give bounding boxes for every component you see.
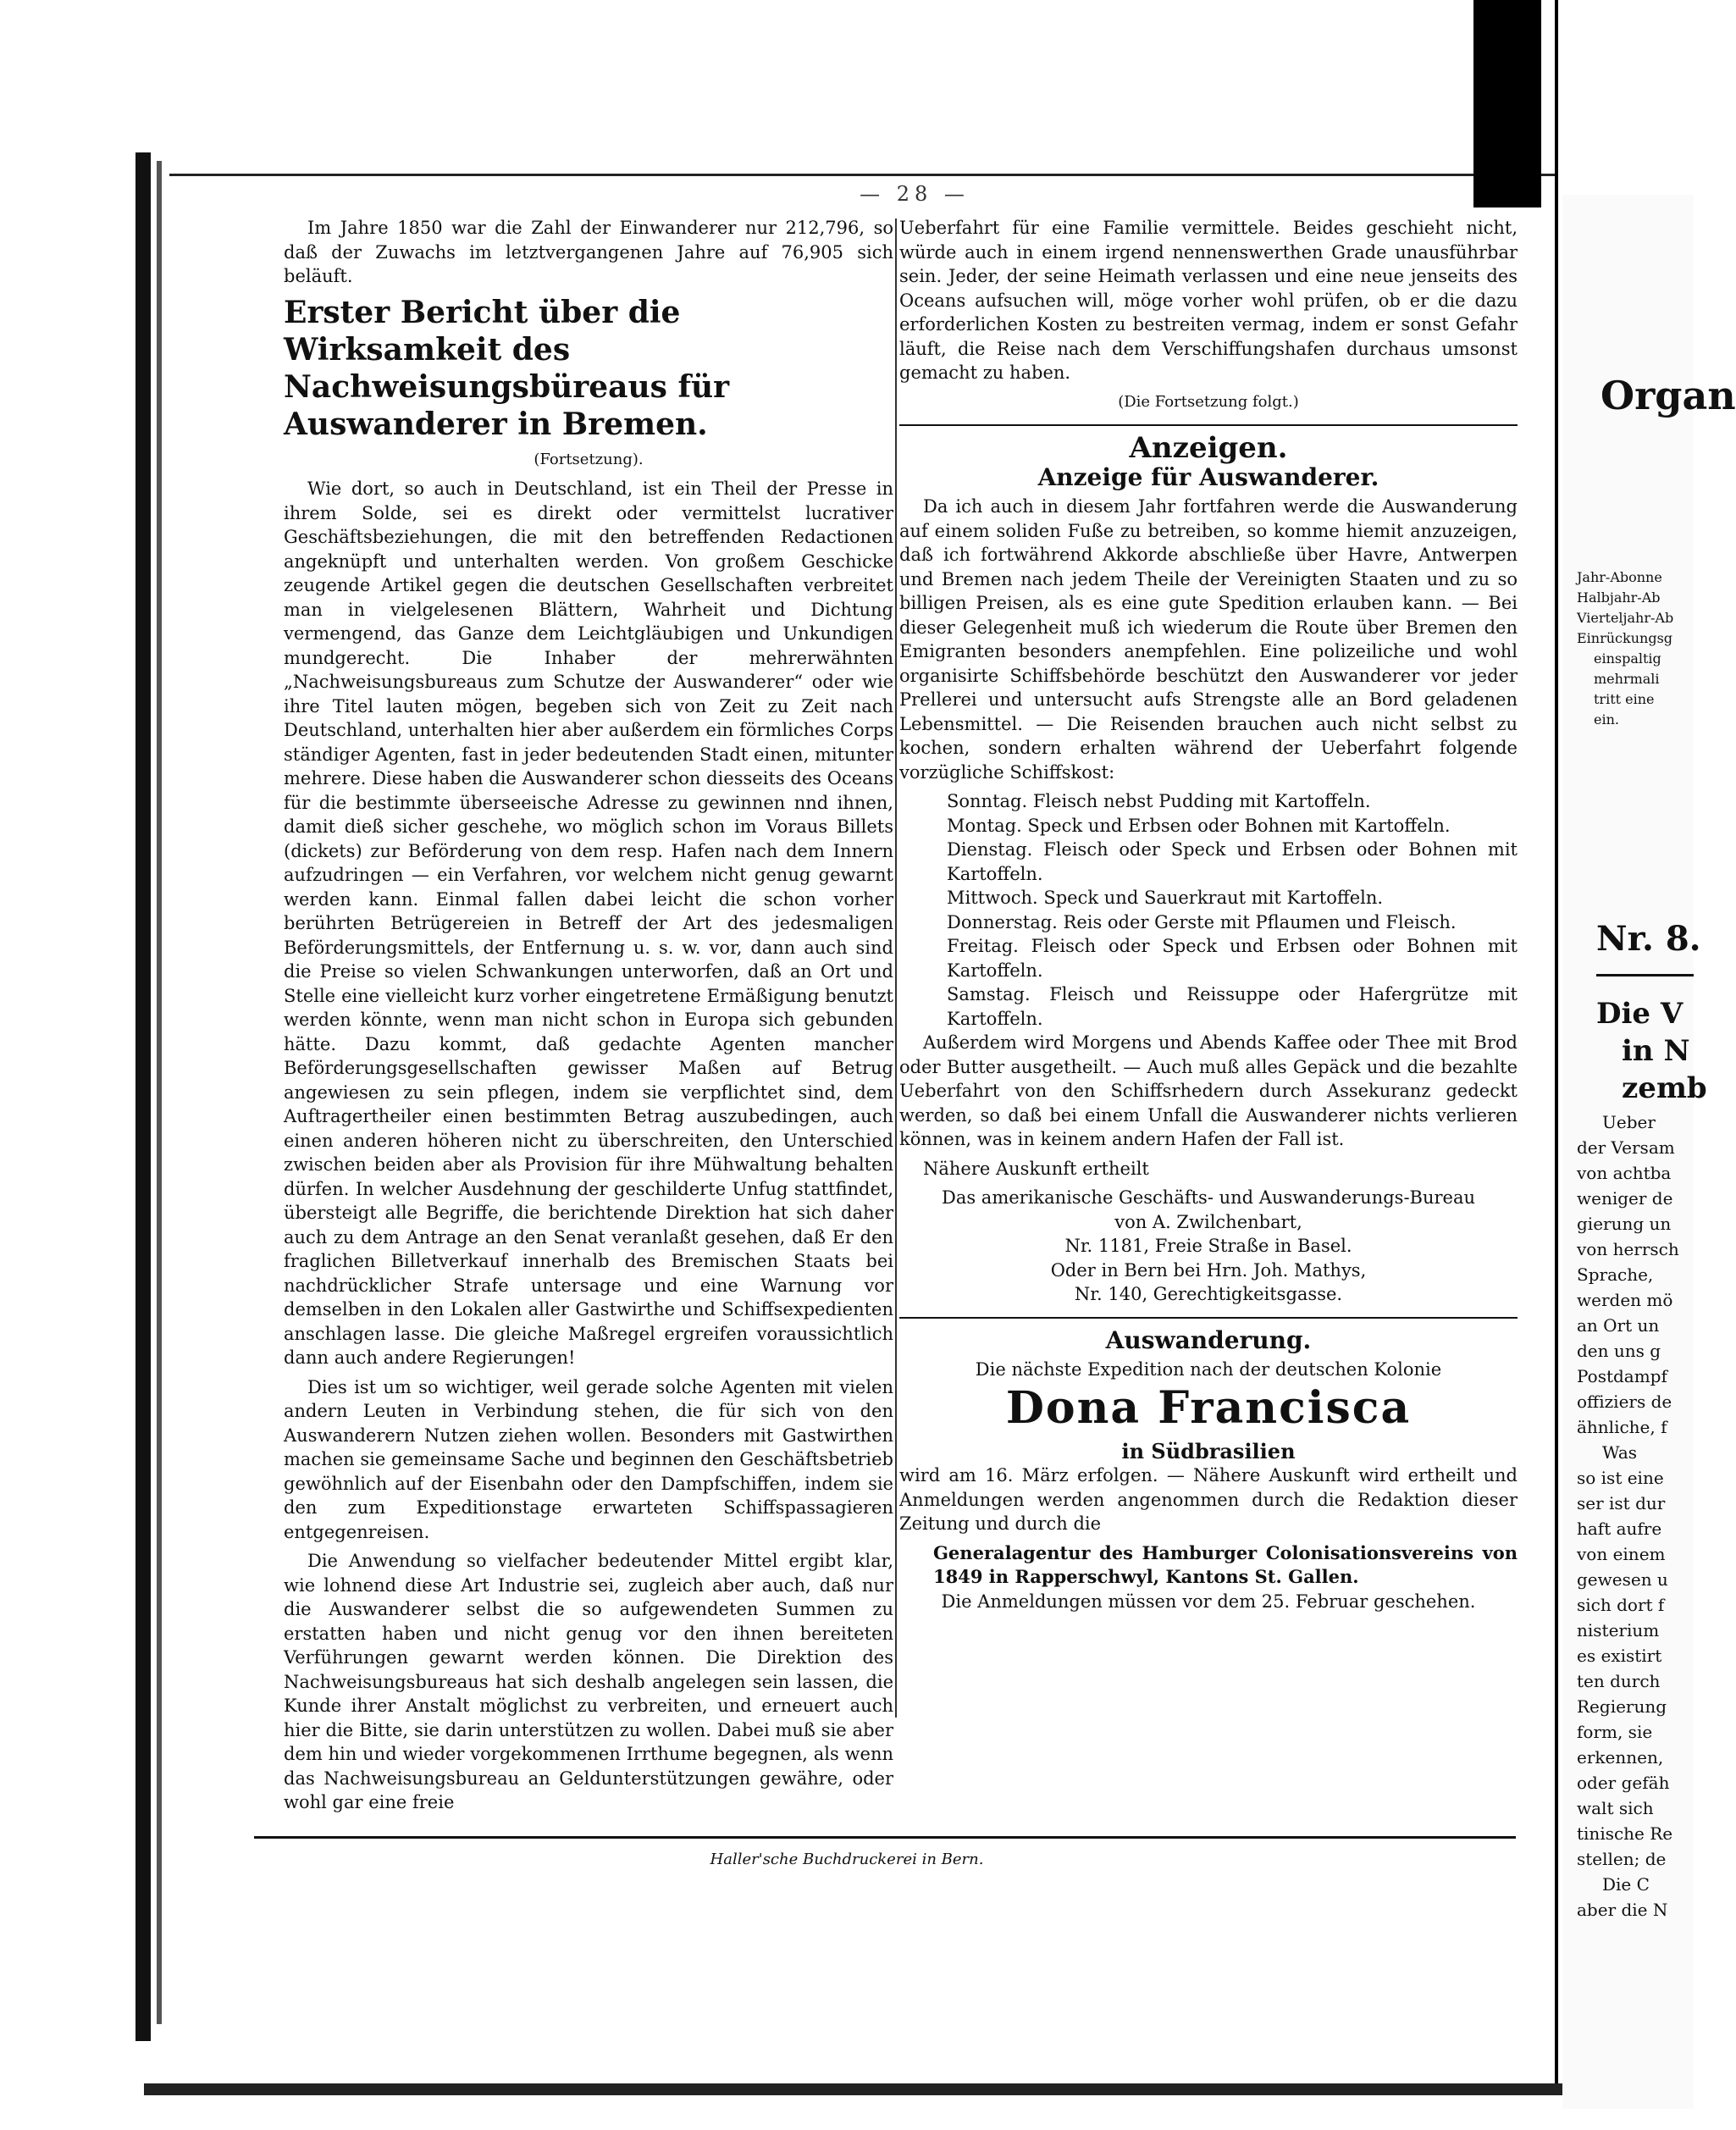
ad2-text: wird am 16. März erfolgen. — Nähere Auskunft wird ertheilt und Anmeldungen werden angenommen durch die Redaktion dieser Zeitung und durch die [899,1465,1518,1534]
menu-item: Samstag. Fleisch und Reissuppe oder Hafergrütze mit Kartoffeln. [947,984,1518,1029]
ad2-subtitle: Die nächste Expedition nach der deutschen Kolonie [975,1359,1442,1380]
headline-line: in N [1622,1034,1690,1068]
price-list-item: tritt eine [1594,691,1655,707]
body-line: stellen; de [1577,1849,1667,1869]
body-line: offiziers de [1577,1391,1672,1412]
body-line: von einem [1577,1544,1666,1564]
body-line: aber die N [1577,1900,1668,1920]
ad-alt-address: Nr. 140, Gerechtigkeitsgasse. [1074,1284,1343,1304]
menu-item: Montag. Speck und Erbsen oder Bohnen mit Kartoffeln. [947,815,1451,836]
menu-item: Mittwoch. Speck und Sauerkraut mit Kartoffeln. [947,888,1384,908]
body-line: gierung un [1577,1214,1672,1234]
next-page-headline [1596,995,1707,1107]
menu-item: Dienstag. Fleisch oder Speck und Erbsen oder Bohnen mit Kartoffeln. [947,839,1518,884]
ad2-region: in Südbrasilien [1121,1438,1296,1463]
price-list-item: Vierteljahr-Ab [1577,610,1674,626]
ads-heading: Anzeigen. [1129,431,1288,465]
page-right-edge [1555,0,1558,2092]
section-rule [899,1317,1518,1319]
body-line: form, sie [1577,1722,1653,1742]
next-page-price-list [1577,567,1694,730]
ad-text-continued: Außerdem wird Morgens und Abends Kaffee oder Thee mit Brod oder Butter ausgetheilt. — Auch muß alles Gepäck und die bezahlte Ueberfahrt von den Schiffsrhedern durch Assekuranz gedeckt werden, so daß bei einem Unfall die Auswanderer nichts verlieren können, was in keinem andern Hafen der Fall ist. [899,1032,1518,1149]
book-binding-shadow [157,161,162,2024]
body-line: an Ort un [1577,1315,1660,1336]
body-line: es existirt [1577,1646,1662,1666]
book-binding-edge [135,152,151,2041]
ad2-title: Auswanderung. [1105,1325,1312,1354]
section-rule [899,424,1518,426]
body-line: Ueber [1602,1112,1656,1132]
next-page-body [1577,1109,1694,1923]
body-line: tinische Re [1577,1823,1673,1844]
ad2-agency: Generalagentur des Hamburger Colonisationsvereins von 1849 in Rapperschwyl, Kantons St. Gallen. [933,1541,1518,1587]
menu-list [899,789,1518,1031]
body-line: Sprache, [1577,1264,1654,1285]
continuation-text: Ueberfahrt für eine Familie vermittele. Beides geschieht nicht, würde auch in einem irgend nennenswerthen Grade unausführbar sein. Jeder, der seine Heimath verlassen und eine neue jenseits des Oceans aufsuchen will, möge vorher wohl prüfen, ob er die dazu erforderlichen Kosten zu bestreiten vermag, indem er sonst Gefahr läuft, die Reise nach dem Verschiffungshafen durchaus umsonst gemacht zu haben. [899,218,1518,383]
page-bottom-edge [144,2083,1584,2095]
ad2-deadline: Die Anmeldungen müssen vor dem 25. Februar geschehen. [941,1591,1476,1612]
body-line: von herrsch [1577,1239,1679,1259]
body-line: werden mö [1577,1290,1673,1310]
body-line: oder gefäh [1577,1773,1670,1793]
ad-address: Nr. 1181, Freie Straße in Basel. [1064,1236,1352,1256]
intro-text: Im Jahre 1850 war die Zahl der Einwanderer nur 212,796, so daß der Zuwachs im letztvergangenen Jahre auf 76,905 sich beläuft. [284,218,893,286]
ad2-colony-name: Dona Francisca [1005,1381,1412,1434]
bottom-rule [254,1836,1516,1839]
menu-item: Sonntag. Fleisch nebst Pudding mit Kartoffeln. [947,791,1371,811]
headline-line: Die V [1596,997,1683,1031]
ad-text: Da ich auch in diesem Jahr fortfahren werde die Auswanderung auf einem soliden Fuße zu betreiben, so komme hiemit anzuzeigen, daß ich fortwährend Akkorde abschließe über Havre, Antwerpen und Bremen nach jedem Theile der Vereinigten Staaten und zu so billigen Preisen, als es eine gute Spedition erlauben kann. — Bei dieser Gelegenheit muß ich wiederum die Route über Bremen den Emigranten besonders anempfehlen. Eine polizeiliche und wohl organisirte Schiffsbehörde beschützt den Auswanderer vor jeder Prellerei und untersucht aufs Strengste alle an Bord geladenen Lebensmittel. — Die Reisenden brauchen auch nicht selbst zu kochen, sondern erhalten während der Ueberfahrt folgende vorzügliche Schiffskost: [899,496,1518,783]
body-line: sich dort f [1577,1595,1665,1615]
body-line: ser ist dur [1577,1493,1666,1513]
price-list-item: mehrmali [1594,671,1660,687]
to-be-continued-note: (Die Fortsetzung folgt.) [1118,392,1299,411]
price-list-item: Jahr-Abonne [1577,569,1662,585]
right-column [899,216,1518,1986]
price-list-item: Halbjahr-Ab [1577,589,1661,606]
body-line: nisterium [1577,1620,1660,1640]
next-page-title: Organ [1601,373,1736,418]
column-divider [895,219,897,1718]
ad-title: Anzeige für Auswanderer. [1037,462,1379,491]
printer-credit: Haller'sche Buchdruckerei in Bern. [710,1851,984,1868]
article-paragraph: Dies ist um so wichtiger, weil gerade solche Agenten mit vielen andern Leuten in Verbindung stehen, die für sich von den Auswanderern Nutzen ziehen wollen. Besonders mit Gastwirthen machen sie gemeinsame Sache und beginnen den Geschäftsbetrieb gewöhnlich auf der Eisenbahn oder den Dampfschiffen, indem sie den zum Expeditionstage erwarteten Schiffspassagieren entgegenreisen. [284,1376,893,1542]
body-line: ten durch [1577,1671,1661,1691]
next-page-rule [1596,974,1694,976]
body-line: haft aufre [1577,1519,1662,1539]
price-list-item: ein. [1594,711,1619,728]
next-page-issue-number: Nr. 8. [1596,919,1701,959]
body-line: von achtba [1577,1163,1672,1183]
article-paragraph: Wie dort, so auch in Deutschland, ist ein Theil der Presse in ihrem Solde, sei es direkt oder vermittelst lucrativer Geschäftsbeziehungen, die mit den betreffenden Redactionen angeknüpft und unterhalten werden. Von großem Geschicke zeugende Artikel gegen die deutschen Gesellschaften verbreitet man in vielgelesenen Blättern, Wahrheit und Dichtung vermengend, das Ganze dem Leichtgläubigen und Unkundigen mundgerecht. Die Inhaber der mehrerwähnten „Nachweisungsbureaus zum Schutze der Auswanderer“ oder wie ihre Titel lauten mögen, begeben sich von Zeit zu Zeit nach Deutschland, unterhalten hier aber außerdem ein förmliches Corps ständiger Agenten, fast in jeder bedeutenden Stadt einen, mitunter mehrere. Diese haben die Auswanderer schon diesseits des Oceans für die bestimmte überseeische Adresse zu gewinnen nnd ihnen, damit dieß sicher geschehe, wo möglich schon im Voraus Billets (dickets) zur Beförderung von dem resp. Hafen nach dem Innern aufzudringen — ein Verfahren, vor welchem nicht genug gewarnt werden kann. Einmal fallen dabei leicht die schon vorher berührten Betrügereien in Betreff der Art des jedesmaligen Beförderungsmittels, der Entfernung u. s. w. vor, dann auch sind die Preise so vielen Schwankungen unterworfen, daß an Ort und Stelle eine vielleicht kurz vorher eingetretene Ermäßigung benutzt werden könnte, wenn man nicht schon in Europa sich gebunden hätte. Dazu kommt, daß gedachte Agenten mancher Beförderungsgesellschaften gewisser Maßen auf Betrug angewiesen zu sein pflegen, indem sie verpflichtet sind, dem Auftragertheiler einen bestimmten Betrag auszubedingen, auch einen anderen höheren nicht zu überschreiten, den Unterschied zwischen beiden aber als Provision für ihre Mühwaltung behalten dürfen. In welcher Ausdehnung der geschilderte Unfug stattfindet, übersteigt alle Begriffe, die berichtende Direktion hat sich daher auch zu dem Antrage an den Senat veranlaßt gesehen, daß Er den fraglichen Billetverkauf innerhalb des Bremischen Staats bei nachdrücklicher Strafe untersage und eine Warnung vor demselben in den Lokalen aller Gastwirthe und Schiffsexpedienten anschlagen lasse. Die gleiche Maßregel ergreifen voraussichtlich dann auch andere Regierungen! [284,479,893,1368]
ad-bureau: Das amerikanische Geschäfts- und Auswanderungs-Bureau [941,1187,1476,1208]
body-line: der Versam [1577,1137,1675,1158]
ad-alt-contact: Oder in Bern bei Hrn. Joh. Mathys, [1050,1259,1367,1281]
body-line: so ist eine [1577,1468,1664,1488]
body-line: erkennen, [1577,1747,1664,1768]
body-line: Die C [1602,1874,1650,1895]
body-line: den uns g [1577,1341,1661,1361]
ad-owner: von A. Zwilchenbart, [1114,1211,1302,1232]
body-line: gewesen u [1577,1569,1668,1590]
continued-note: (Fortsetzung). [534,450,644,468]
body-line: Postdampf [1577,1366,1667,1386]
left-column [284,216,893,1986]
price-list-item: einspaltig [1594,650,1661,667]
scan-dark-area [1473,0,1541,207]
menu-item: Freitag. Fleisch oder Speck und Erbsen oder Bohnen mit Kartoffeln. [947,936,1518,981]
body-line: ähnliche, f [1577,1417,1667,1437]
body-line: Was [1602,1442,1638,1463]
body-line: walt sich [1577,1798,1654,1818]
article-paragraph: Die Anwendung so vielfacher bedeutender Mittel ergibt klar, wie lohnend diese Art Industrie sei, zugleich aber auch, daß nur die Auswanderer selbst die so aufgewendeten Summen zu erstatten haben und nicht genug vor den ihnen bereiteten Verführungen gewarnt werden können. Die Direktion des Nachweisungsbureaus hat sich deshalb angelegen sein lassen, die Kunde ihrer Anstalt möglichst zu verbreiten, und erneuert auch hier die Bitte, sie darin unterstützen zu wollen. Dabei muß sie aber dem hin und wieder vorgekommenen Irrthume begegnen, als wenn das Nachweisungsbureau an Geldunterstützungen gewähre, oder wohl gar eine freie [284,1551,893,1812]
menu-item: Donnerstag. Reis oder Gerste mit Pflaumen und Fleisch. [947,911,1457,932]
page-top-rule [169,174,1558,176]
headline-line: zemb [1622,1071,1707,1105]
ad-info: Nähere Auskunft ertheilt [923,1158,1149,1179]
body-line: weniger de [1577,1188,1673,1209]
article-headline: Erster Bericht über die Wirksamkeit des Nachweisungsbüreaus für Auswanderer in Bremen. [284,294,730,442]
body-line: Regierung [1577,1696,1667,1717]
price-list-item: Einrückungsg [1577,630,1673,646]
page-number: — 28 — [860,182,970,206]
